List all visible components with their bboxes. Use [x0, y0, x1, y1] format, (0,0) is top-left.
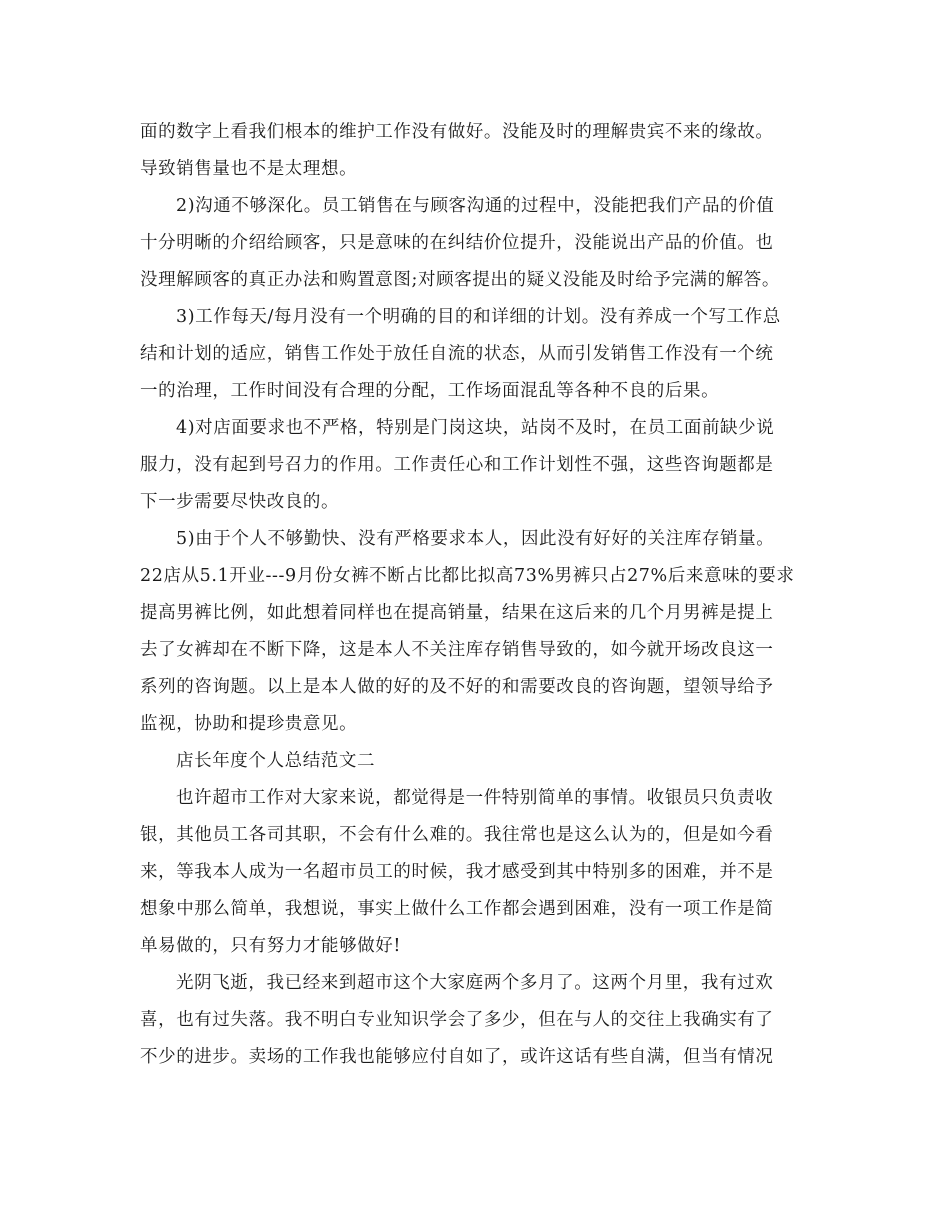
text-line: 也许超市工作对大家来说，都觉得是一件特别简单的事情。收银员只负责收 — [176, 788, 774, 808]
text-line: 下一步需要尽快改良的。 — [140, 492, 340, 512]
text-line: 一的治理，工作时间没有合理的分配，工作场面混乱等各种不良的后果。 — [140, 381, 720, 401]
text-line: 22店从5.1开业---9月份女裤不断占比都比拟高73%男裤只占27%后来意味的要求 — [140, 566, 795, 586]
text-line: 2)沟通不够深化。员工销售在与顾客沟通的过程中，没能把我们产品的价值 — [176, 196, 775, 216]
text-line: 监视，协助和提珍贵意见。 — [140, 714, 358, 734]
text-line: 面的数字上看我们根本的维护工作没有做好。没能及时的理解贵宾不来的缘故。 — [140, 122, 774, 142]
text-line: 系列的咨询题。以上是本人做的好的及不好的和需要改良的咨询题，望领导给予 — [140, 677, 774, 697]
text-line: 导致销售量也不是太理想。 — [140, 159, 358, 179]
text-line: 十分明晰的介绍给顾客，只是意味的在纠结价位提升，没能说出产品的价值。也 — [140, 233, 774, 253]
text-line: 想象中那么简单，我想说，事实上做什么工作都会遇到困难，没有一项工作是简 — [140, 899, 774, 919]
text-line: 3)工作每天/每月没有一个明确的目的和详细的计划。没有养成一个写工作总 — [176, 307, 781, 327]
text-line: 光阴飞逝，我已经来到超市这个大家庭两个多月了。这两个月里，我有过欢 — [176, 973, 774, 993]
text-line: 提高男裤比例，如此想着同样也在提高销量，结果在这后来的几个月男裤是提上 — [140, 603, 774, 623]
text-line: 服力，没有起到号召力的作用。工作责任心和工作计划性不强，这些咨询题都是 — [140, 455, 774, 475]
text-line: 5)由于个人不够勤快、没有严格要求本人，因此没有好好的关注库存销量。 — [176, 529, 775, 549]
text-line: 去了女裤却在不断下降，这是本人不关注库存销售导致的，如今就开场改良这一 — [140, 640, 774, 660]
text-line: 结和计划的适应，销售工作处于放任自流的状态，从而引发销售工作没有一个统 — [140, 344, 774, 364]
document-body — [140, 114, 810, 1076]
section-heading: 店长年度个人总结范文二 — [176, 751, 376, 771]
text-line: 没理解顾客的真正办法和购置意图;对顾客提出的疑义没能及时给予完满的解答。 — [140, 270, 780, 290]
text-line: 来，等我本人成为一名超市员工的时候，我才感受到其中特别多的困难，并不是 — [140, 862, 774, 882]
text-line: 单易做的，只有努力才能够做好! — [140, 936, 402, 956]
text-line: 银，其他员工各司其职，不会有什么难的。我往常也是这么认为的，但是如今看 — [140, 825, 774, 845]
text-line: 不少的进步。卖场的工作我也能够应付自如了，或许这话有些自满，但当有情况 — [140, 1047, 774, 1067]
text-line: 4)对店面要求也不严格，特别是门岗这块，站岗不及时，在员工面前缺少说 — [176, 418, 775, 438]
text-line: 喜，也有过失落。我不明白专业知识学会了多少，但在与人的交往上我确实有了 — [140, 1010, 774, 1030]
